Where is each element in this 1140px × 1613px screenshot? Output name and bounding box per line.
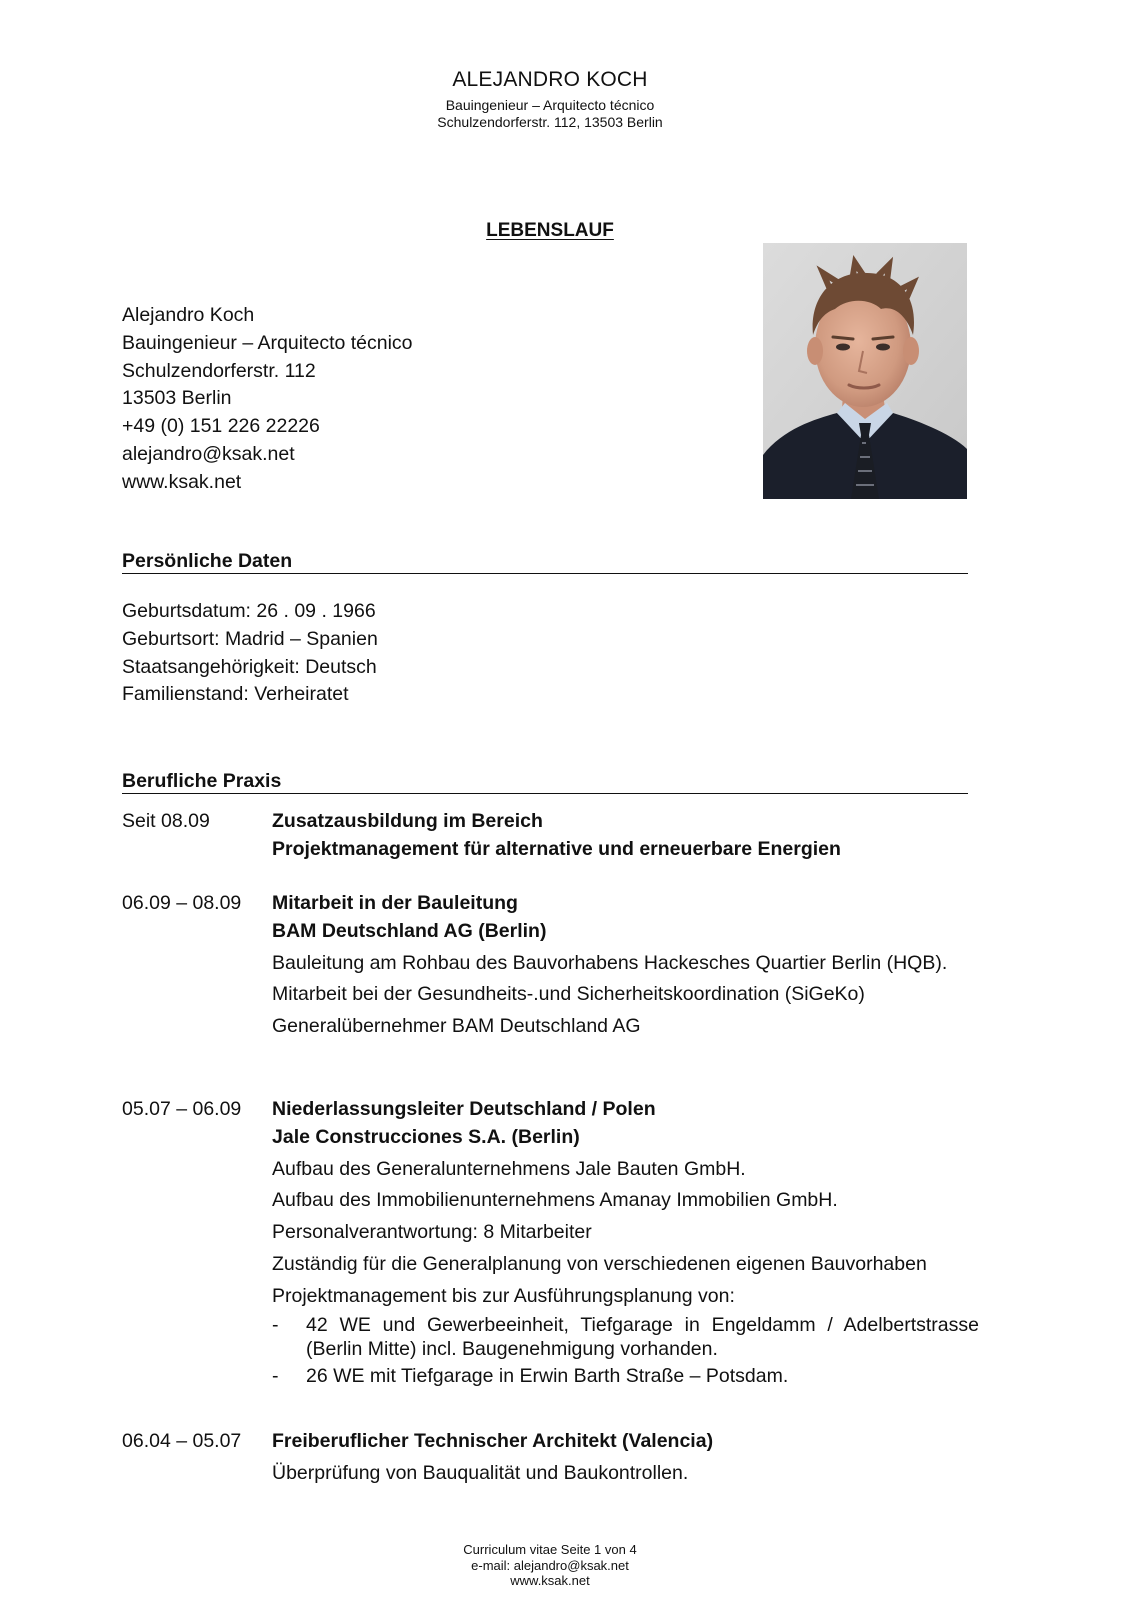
- career-entry-description: Zuständig für die Generalplanung von verschiedenen eigenen Bauvorhaben: [272, 1252, 927, 1275]
- bullet-item: [272, 1364, 979, 1389]
- contact-street: Schulzendorferstr. 112: [122, 359, 316, 382]
- career-entry-date: Seit 08.09: [122, 810, 210, 832]
- career-entry: [272, 808, 979, 864]
- document-header-subtitle: Bauingenieur – Arquitecto técnico: [445, 97, 655, 113]
- footer-website: www.ksak.net: [510, 1573, 590, 1588]
- career-entry-date: 05.07 – 06.09: [122, 1098, 242, 1120]
- career-entry: [272, 1096, 979, 1388]
- personal-birthplace: Geburtsort: Madrid – Spanien: [122, 627, 378, 650]
- bullet-text: 42 WE und Gewerbeeinheit, Tiefgarage in Engeldamm / Adelbertstrasse (Berlin Mitte) incl. Baugenehmigung vorhanden.: [306, 1313, 979, 1361]
- career-entry-company: Jale Construcciones S.A. (Berlin): [272, 1125, 580, 1148]
- career-entry: [272, 890, 979, 1041]
- career-entry-description: Bauleitung am Rohbau des Bauvorhabens Hackesches Quartier Berlin (HQB).: [272, 951, 948, 974]
- footer-email: e-mail: alejandro@ksak.net: [471, 1557, 629, 1573]
- portrait-photo: [763, 243, 967, 499]
- contact-website: www.ksak.net: [122, 470, 242, 493]
- section-heading-career: Berufliche Praxis: [122, 770, 968, 794]
- page-footer: [0, 1542, 1100, 1589]
- contact-email: alejandro@ksak.net: [122, 442, 295, 465]
- personal-birthdate: Geburtsdatum: 26 . 09 . 1966: [122, 600, 376, 622]
- career-entry-description: Projektmanagement bis zur Ausführungsplanung von:: [272, 1284, 735, 1307]
- contact-city: 13503 Berlin: [122, 387, 232, 410]
- career-entry: [272, 1428, 979, 1488]
- personal-data-block: [122, 598, 378, 709]
- bullet-item: [272, 1313, 979, 1362]
- career-entry-company: BAM Deutschland AG (Berlin): [272, 919, 547, 942]
- career-entry-date: 06.04 – 05.07: [122, 1430, 242, 1452]
- career-entry-title: Mitarbeit in der Bauleitung: [272, 892, 518, 914]
- document-header-name: ALEJANDRO KOCH: [452, 68, 648, 91]
- career-entry-date: 06.09 – 08.09: [122, 892, 242, 914]
- personal-marital-status: Familienstand: Verheiratet: [122, 683, 349, 706]
- career-entry-title: Niederlassungsleiter Deutschland / Polen: [272, 1098, 656, 1120]
- career-entry-title: Freiberuflicher Technischer Architekt (Valencia): [272, 1430, 714, 1452]
- contact-name: Alejandro Koch: [122, 304, 255, 326]
- career-entry-description: Generalübernehmer BAM Deutschland AG: [272, 1015, 641, 1038]
- career-entry-description: Aufbau des Generalunternehmens Jale Bauten GmbH.: [272, 1157, 746, 1180]
- personal-nationality: Staatsangehörigkeit: Deutsch: [122, 655, 377, 678]
- footer-page-number: Curriculum vitae Seite 1 von 4: [463, 1542, 637, 1557]
- document-title: [0, 220, 1100, 242]
- career-entry-title: Zusatzausbildung im Bereich: [272, 810, 543, 832]
- career-entry-description: Überprüfung von Bauqualität und Baukontrollen.: [272, 1461, 689, 1484]
- contact-block: [122, 302, 413, 497]
- bullet-marker: -: [272, 1313, 279, 1336]
- career-entry-description: Mitarbeit bei der Gesundheits-.und Sicherheitskoordination (SiGeKo): [272, 983, 865, 1006]
- contact-profession: Bauingenieur – Arquitecto técnico: [122, 331, 413, 354]
- career-entry-description: Personalverantwortung: 8 Mitarbeiter: [272, 1221, 592, 1244]
- document-header-address: Schulzendorferstr. 112, 13503 Berlin: [437, 114, 663, 130]
- bullet-marker: -: [272, 1364, 279, 1387]
- career-entry-description: Aufbau des Immobilienunternehmens Amanay Immobilien GmbH.: [272, 1189, 838, 1212]
- contact-phone: +49 (0) 151 226 22226: [122, 415, 320, 438]
- section-heading-personal: Persönliche Daten: [122, 550, 968, 574]
- career-entry-subtitle: Projektmanagement für alternative und erneuerbare Energien: [272, 837, 841, 860]
- bullet-text: 26 WE mit Tiefgarage in Erwin Barth Straße – Potsdam.: [306, 1364, 789, 1387]
- document-title-text: LEBENSLAUF: [486, 220, 614, 241]
